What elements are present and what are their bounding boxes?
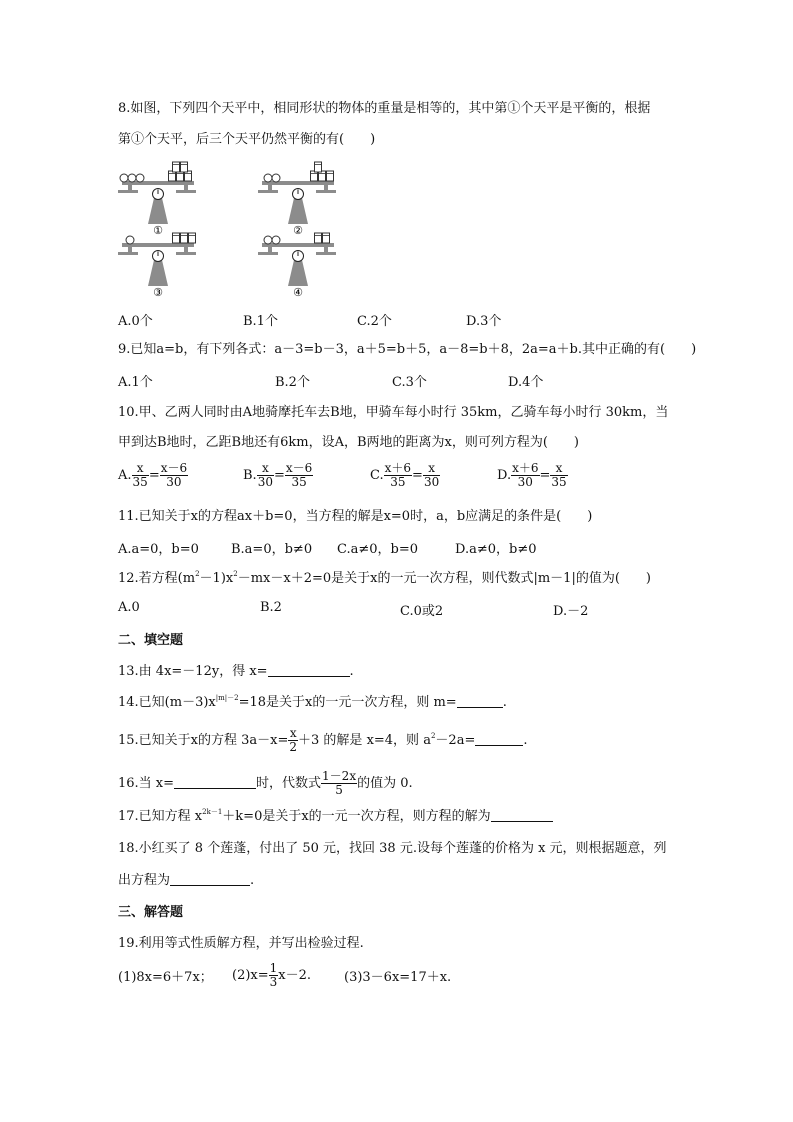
q12-option-d: D.－2 xyxy=(553,604,589,619)
q12-option-b: B.2 xyxy=(260,600,282,615)
q8-option-a: A.0个 xyxy=(118,314,153,329)
q19-part-1: (1)8x=6＋7x； xyxy=(118,970,213,985)
q19-part-3: (3)3－6x=17＋x. xyxy=(344,970,452,985)
q10-line2: 甲到达B地时，乙距B地还有6km，设A，B两地的距离为x，则可列方程为( ) xyxy=(118,435,579,450)
q15: 15.已知关于x的方程 3a－x= $\frac{x}{2}$ ＋3 的解是 x=4，则 $a^2-2a=$ . xyxy=(118,726,528,754)
q9-option-a: A.1个 xyxy=(118,375,153,390)
balance-scale-1 xyxy=(118,162,196,237)
q13-answer-blank[interactable] xyxy=(268,664,350,677)
q8-option-d: D.3个 xyxy=(466,314,502,329)
q9-option-d: D.4个 xyxy=(508,375,544,390)
q17-answer-blank[interactable] xyxy=(491,809,553,822)
q9-option-b: B.2个 xyxy=(275,375,310,390)
q10-option-b: B. $\frac{x}{30}$ = $\frac{x-6}{35}$ xyxy=(243,461,313,489)
q10-line1: 10.甲、乙两人同时由A地骑摩托车去B地，甲骑车每小时行 35km，乙骑车每小时行 30km，当 xyxy=(118,405,669,420)
balance-scale-4 xyxy=(258,233,336,299)
q16-answer-blank[interactable] xyxy=(174,776,256,789)
q8-option-b: B.1个 xyxy=(243,314,278,329)
q8-line1: 8.如图，下列四个天平中，相同形状的物体的重量是相等的，其中第①个天平是平衡的，根据 xyxy=(118,101,651,116)
scale-label-4: ④ xyxy=(293,286,303,299)
q18-line2: 出方程为 . xyxy=(118,873,255,888)
q10-option-c: C. $\frac{x+6}{35}$ = $\frac{x}{30}$ xyxy=(370,461,440,489)
q10-option-d: D. $\frac{x+6}{30}$ = $\frac{x}{35}$ xyxy=(497,461,567,489)
q11-stem: 11.已知关于x的方程ax＋b=0，当方程的解是x=0时，a，b应满足的条件是( ) xyxy=(118,509,593,524)
scale-label-2: ② xyxy=(293,224,303,237)
q9-option-c: C.3个 xyxy=(392,375,427,390)
q14-answer-blank[interactable] xyxy=(457,695,503,708)
q13: 13.由 4x=－12y，得 x= . xyxy=(118,664,354,679)
scale-label-3: ③ xyxy=(153,286,163,299)
q11-option-b: B.a=0，b≠0 xyxy=(231,542,313,557)
balance-figures xyxy=(118,160,348,300)
q9-stem: 9.已知a=b，有下列各式：a－3=b－3，a＋5=b＋5，a－8=b＋8，2a=a＋b.其中正确的有( ) xyxy=(118,342,697,357)
balance-scale-3 xyxy=(118,233,196,299)
section-fill-in-heading: 二、填空题 xyxy=(118,633,184,648)
q11-option-d: D.a≠0，b≠0 xyxy=(455,542,537,557)
scale-label-1: ① xyxy=(153,224,163,237)
q19-part-2: (2)x= $\frac{1}{3}$ x－2. xyxy=(232,961,312,989)
q16: 16.当 x= 时，代数式 $\frac{1-2x}{5}$ 的值为 0. xyxy=(118,769,413,797)
balance-scale-2 xyxy=(258,162,336,237)
q8-line2: 第①个天平，后三个天平仍然平衡的有( ) xyxy=(118,132,376,147)
q15-answer-blank[interactable] xyxy=(475,733,523,746)
q12-stem: 12.若方程$(m^2-1)x^2-mx-x+2=0$是关于x的一元一次方程，则代数式|m－1|的值为( ) xyxy=(118,570,651,586)
q18-answer-blank[interactable] xyxy=(170,873,250,886)
q11-option-a: A.a=0，b=0 xyxy=(118,542,199,557)
q8-option-c: C.2个 xyxy=(357,314,392,329)
q11-option-c: C.a≠0，b=0 xyxy=(337,542,419,557)
q17: 17.已知方程 $x^{2k-1}+k=0$是关于x的一元一次方程，则方程的解为 xyxy=(118,808,553,826)
q10-option-a: A. $\frac{x}{35}$ = $\frac{x-6}{30}$ xyxy=(118,461,188,489)
q19-stem: 19.利用等式性质解方程，并写出检验过程. xyxy=(118,936,364,951)
q12-option-a: A.0 xyxy=(118,600,140,615)
q18-line1: 18.小红买了 8 个莲蓬，付出了 50 元，找回 38 元.设每个莲蓬的价格为 x 元，则根据题意，列 xyxy=(118,841,667,856)
q12-option-c: C.0或2 xyxy=(400,604,444,619)
q14: 14.已知$(m-3)x^{|m|-2}=18$是关于x的一元一次方程，则 m= . xyxy=(118,694,507,710)
section-solve-heading: 三、解答题 xyxy=(118,905,184,920)
